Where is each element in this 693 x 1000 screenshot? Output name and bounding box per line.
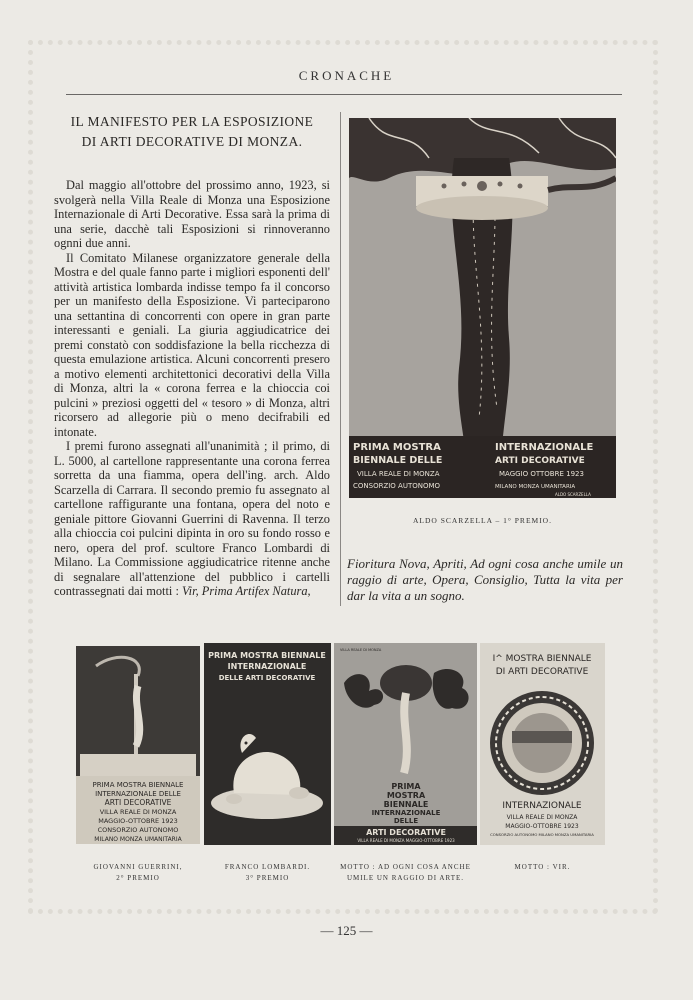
main-poster-line1-left: PRIMA MOSTRA [353, 442, 441, 453]
paragraph-3 [54, 439, 330, 599]
poster-guerrini-line-7: MILANO MONZA UMANITARIA [94, 836, 182, 843]
article-title [54, 112, 330, 152]
caption-ad-ogni-motto-label: MOTTO : [340, 863, 376, 871]
poster-ad-ogni-bottom-note: VILLA REALE DI MONZA MAGGIO-OTTOBRE 1923 [357, 838, 455, 843]
article-title-line-2: DI ARTI DECORATIVE DI MONZA. [81, 134, 303, 149]
section-header: CRONACHE [298, 68, 395, 83]
poster-guerrini-line-2: INTERNAZIONALE DELLE [95, 790, 181, 798]
poster-guerrini-line-4: VILLA REALE DI MONZA [99, 808, 177, 816]
figure-silhouette [404, 693, 407, 773]
main-poster-line3-left: VILLA REALE DI MONZA [357, 470, 440, 478]
poster-vir-line-4: VILLA REALE DI MONZA [506, 814, 578, 821]
caption-guerrini-line-2: 2° PREMIO [116, 874, 160, 882]
main-poster-line4-right: MILANO MONZA UMANITARIA [495, 484, 576, 490]
main-poster-line1-right: INTERNAZIONALE [495, 442, 594, 453]
main-poster-line3-right: MAGGIO OTTOBRE 1923 [499, 470, 584, 478]
mottos-continuation: Fioritura Nova, Apriti, Ad ogni cosa anche umile un raggio di arte, Opera, Consiglio, Tutta la vita per dar la vita a un sogno. [347, 556, 623, 603]
poster-guerrini-line-5: MAGGIO-OTTOBRE 1923 [98, 817, 178, 825]
poster-ad-ogni-line-1: PRIMA [391, 782, 421, 791]
poster-ad-ogni-line-3: BIENNALE [383, 800, 429, 809]
paragraph-3-text: I premi furono assegnati all'unanimità ; il primo, di L. 5000, al cartellone rappresentante una corona ferrea sorretta da una fiamma, opera dell'ing. arch. Aldo Scarzella di Carrara. Il secondo premio fu assegnato al cartellone raffigurante una fontana, opera del noto e geniale pittore Giovanni Guerrini di Ravenna. Il terzo alla chioccia coi pulcini dipinta in oro su fondo rosso e nero, opera del prof. scultore Franco Lombardi di Milano. La Commissione aggiudicatrice ritenne anche di segnalare all'attenzione del pubblico i cartelli contrassegnati dai motti : [54, 439, 330, 598]
caption-ad-ogni [334, 862, 477, 884]
poster-motto-vir [480, 643, 605, 845]
poster-lombardi [204, 643, 331, 845]
poster-guerrini-line-6: CONSORZIO AUTONOMO [97, 826, 179, 834]
poster-motto-ad-ogni-cosa-art [334, 643, 477, 845]
poster-ad-ogni-line-4: INTERNAZIONALE [371, 809, 441, 817]
article-column [54, 112, 330, 599]
caption-lombardi [204, 862, 331, 884]
poster-guerrini-line-3: ARTI DECORATIVE [104, 798, 172, 807]
caption-ad-ogni-motto-text: AD OGNI COSA ANCHE [377, 863, 471, 871]
poster-lombardi-line-2: INTERNAZIONALE [227, 662, 307, 671]
main-poster-line2-right: ARTI DECORATIVE [495, 456, 585, 466]
poster-guerrini-line-1: PRIMA MOSTRA BIENNALE [92, 781, 184, 789]
caption-vir [480, 862, 605, 873]
poster-lombardi-line-1: PRIMA MOSTRA BIENNALE [208, 651, 326, 660]
poster-vir-line-1: I^ MOSTRA BIENNALE [492, 654, 592, 664]
main-poster-caption: ALDO SCARZELLA – 1° PREMIO. [413, 516, 552, 525]
caption-lombardi-line-1: FRANCO LOMBARDI. [224, 863, 311, 871]
article-body [54, 178, 330, 599]
paragraph-1: Dal maggio all'ottobre del prossimo anno, 1923, si svolgerà nella Villa Reale di Monza una Esposizione Internazionale di Arti Decorative. Essa sarà la prima di una serie, dacchè tali Esposizioni si rinnoveranno ognni due anni. [54, 178, 330, 250]
caption-vir-line-1: MOTTO : VIR. [514, 863, 571, 871]
poster-vir-line-5: MAGGIO-OTTOBRE 1923 [505, 823, 579, 830]
main-poster-image [349, 118, 616, 498]
poster-vir-line-6: CONSORZIO AUTONOMO MILANO MONZA UMANITARIA [490, 832, 594, 837]
paragraph-2: Il Comitato Milanese organizzatore generale della Mostra e del quale fanno parte i migliori esponenti dell' attività artistica lombarda indisse tempo fa il concorso per un manifesto della Esposizione. Vi parteciparono una settantina di concorrenti con opere in gran parte interessanti e geniali. La giuria aggiudicatrice dei premi constatò con soddisfazione la bella ricchezza di questa emulazione artistica. Alcuni concorrenti presero a motivo elementi architettonici decorativi della Villa di Monza, altri la « corona ferrea e la chioccia coi pulcini » preziosi oggetti del « tesoro » di Monza, altri ricorsero ad allegorie più o meno decifrabili ed intonate. [54, 250, 330, 439]
poster-motto-vir-art [480, 643, 605, 845]
fountain-figure [136, 686, 140, 746]
page-number: — 125 — [320, 923, 373, 938]
poster-ad-ogni-line-6: ARTI DECORATIVE [366, 828, 446, 837]
paragraph-3-mottos: Vir, Prima Artifex Natura, [182, 584, 311, 598]
main-poster-art [349, 118, 616, 498]
poster-lombardi-line-3: DELLE ARTI DECORATIVE [218, 674, 316, 682]
column-divider [340, 112, 341, 606]
poster-vir-line-3: INTERNAZIONALE [502, 801, 582, 811]
poster-lombardi-art [204, 643, 331, 845]
poster-ad-ogni-line-5: DELLE [393, 817, 419, 825]
poster-motto-ad-ogni-cosa [334, 643, 477, 845]
caption-ad-ogni-line-1 [334, 862, 477, 873]
caption-ad-ogni-line-2: UMILE UN RAGGIO DI ARTE. [346, 874, 465, 882]
caption-lombardi-line-2: 3° PREMIO [245, 874, 290, 882]
main-poster-signature: ALDO SCARZELLA [555, 492, 591, 497]
poster-vir-line-2: DI ARTI DECORATIVE [495, 667, 589, 677]
caption-guerrini-line-1: GIOVANNI GUERRINI, [93, 863, 183, 871]
poster-guerrini-art [76, 646, 200, 844]
header-rule [66, 94, 622, 95]
poster-ad-ogni-line-2: MOSTRA [386, 791, 426, 800]
main-poster-line4-left: CONSORZIO AUTONOMO [353, 482, 441, 490]
poster-guerrini [76, 646, 200, 844]
caption-guerrini [76, 862, 200, 884]
main-poster-line2-left: BIENNALE DELLE [353, 455, 443, 466]
article-title-line-1: IL MANIFESTO PER LA ESPOSIZIONE [70, 114, 314, 129]
poster-ad-ogni-top-note: VILLA REALE DI MONZA [340, 648, 382, 652]
